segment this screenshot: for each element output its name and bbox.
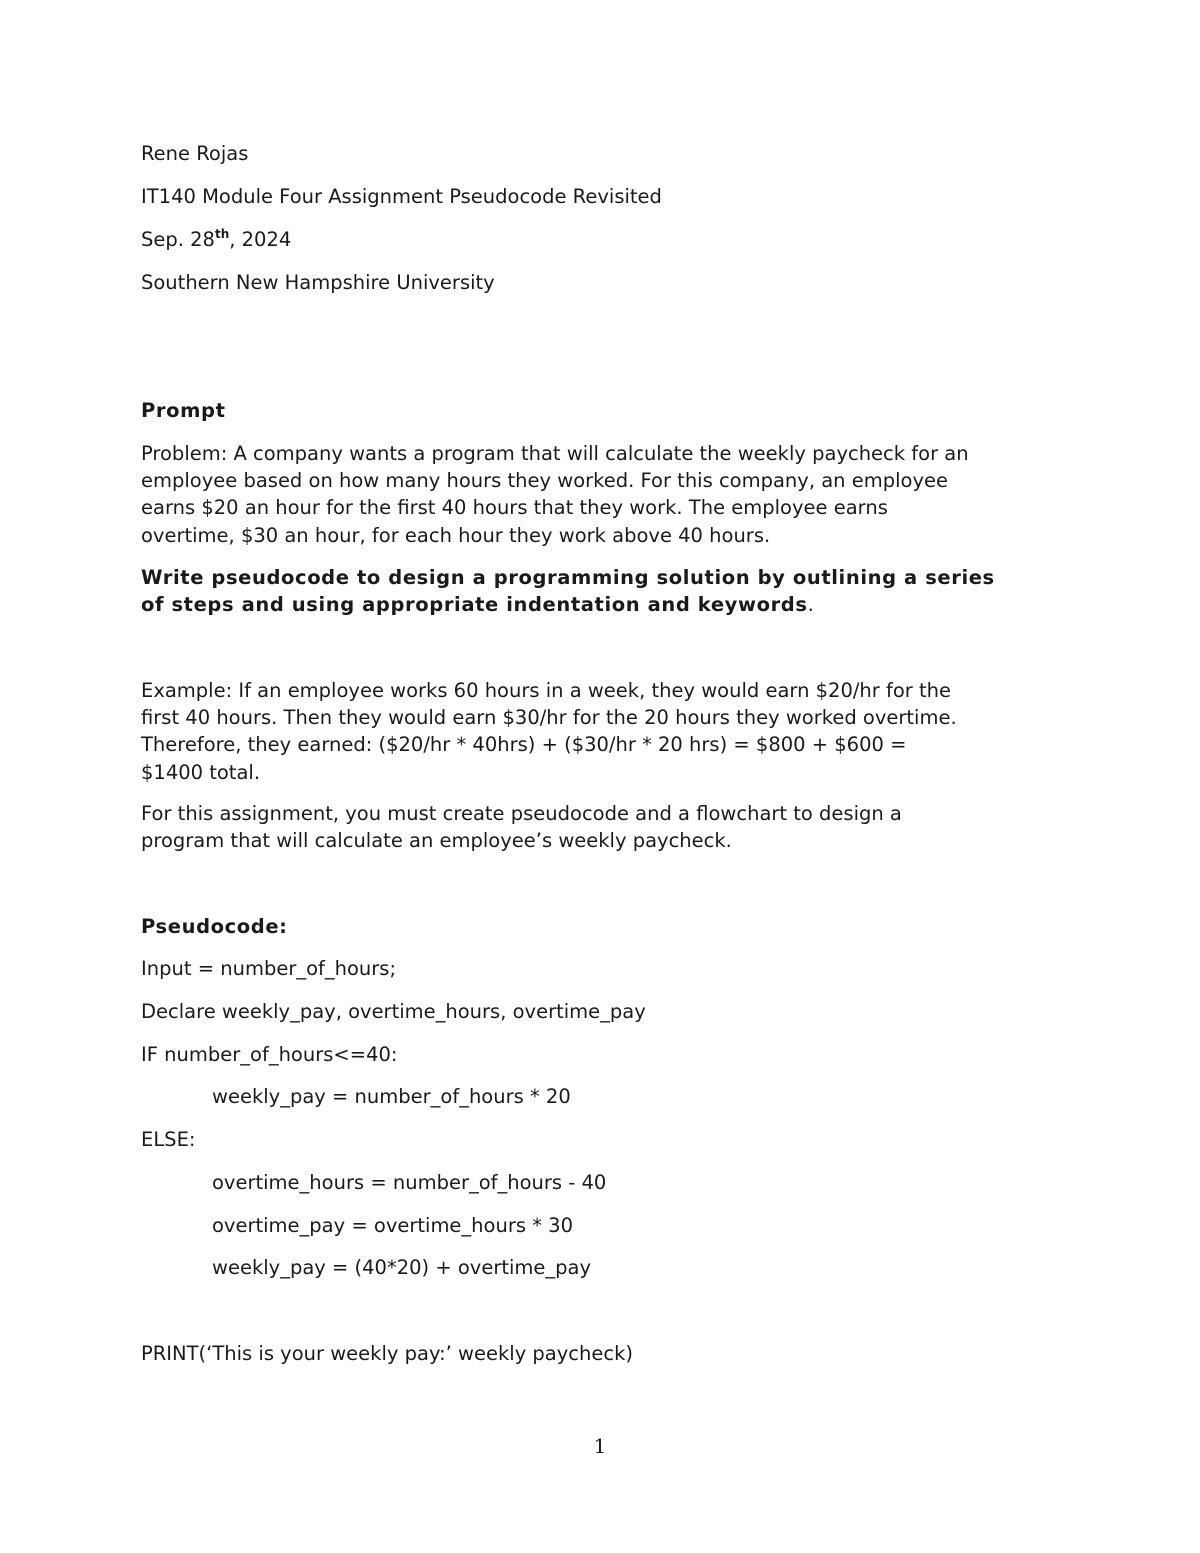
assignment-line: program that will calculate an employee’s weekly paycheck. <box>141 829 732 853</box>
date-prefix: Sep. 28 <box>141 228 215 251</box>
pseudocode-heading: Pseudocode: <box>141 915 288 938</box>
problem-line: employee based on how many hours they worked. For this company, an employee <box>141 469 948 493</box>
pseudocode-line: weekly_pay = (40*20) + overtime_pay <box>212 1256 592 1279</box>
problem-paragraph <box>141 440 1071 549</box>
pseudocode-line: overtime_pay = overtime_hours * 30 <box>212 1214 573 1237</box>
date-superscript: th <box>214 227 230 241</box>
date-suffix: , 2024 <box>229 228 292 251</box>
pseudocode-line: Declare weekly_pay, overtime_hours, overtime_pay <box>141 1000 646 1023</box>
example-paragraph <box>141 677 1071 786</box>
pseudocode-line: overtime_hours = number_of_hours - 40 <box>212 1171 607 1194</box>
pseudocode-line: weekly_pay = number_of_hours * 20 <box>212 1085 571 1108</box>
example-line: Example: If an employee works 60 hours in a week, they would earn $20/hr for the <box>141 679 952 702</box>
pseudocode-line: PRINT(‘This is your weekly pay:’ weekly paycheck) <box>141 1342 633 1365</box>
problem-line: Problem: A company wants a program that will calculate the weekly paycheck for an <box>141 442 969 465</box>
assignment-line: For this assignment, you must create pseudocode and a flowchart to design a <box>141 802 902 825</box>
pseudocode-line: IF number_of_hours<=40: <box>141 1043 398 1066</box>
problem-line: overtime, $30 an hour, for each hour they work above 40 hours. <box>141 523 771 547</box>
date-line <box>141 226 291 253</box>
assignment-paragraph <box>141 800 1071 854</box>
example-line: first 40 hours. Then they would earn $30/hr for the 20 hours they worked overtime. <box>141 706 957 730</box>
instruction-line: of steps and using appropriate indentation and keywords <box>141 593 808 617</box>
pseudocode-line: Input = number_of_hours; <box>141 957 397 980</box>
example-line: $1400 total. <box>141 760 261 784</box>
example-line: Therefore, they earned: ($20/hr * 40hrs) + ($30/hr * 20 hrs) = $800 + $600 = <box>141 733 907 757</box>
page-number: 1 <box>593 1434 607 1458</box>
author-name: Rene Rojas <box>141 142 249 165</box>
course-title: IT140 Module Four Assignment Pseudocode Revisited <box>141 185 662 208</box>
problem-line: earns $20 an hour for the first 40 hours that they work. The employee earns <box>141 496 888 520</box>
prompt-heading: Prompt <box>141 399 226 422</box>
pseudocode-line: ELSE: <box>141 1128 196 1151</box>
instruction-paragraph <box>141 564 1071 618</box>
instruction-period: . <box>807 593 814 617</box>
instruction-line: Write pseudocode to design a programming solution by outlining a series <box>141 566 995 589</box>
institution-name: Southern New Hampshire University <box>141 271 495 294</box>
instruction-line-wrapper <box>141 591 1071 618</box>
